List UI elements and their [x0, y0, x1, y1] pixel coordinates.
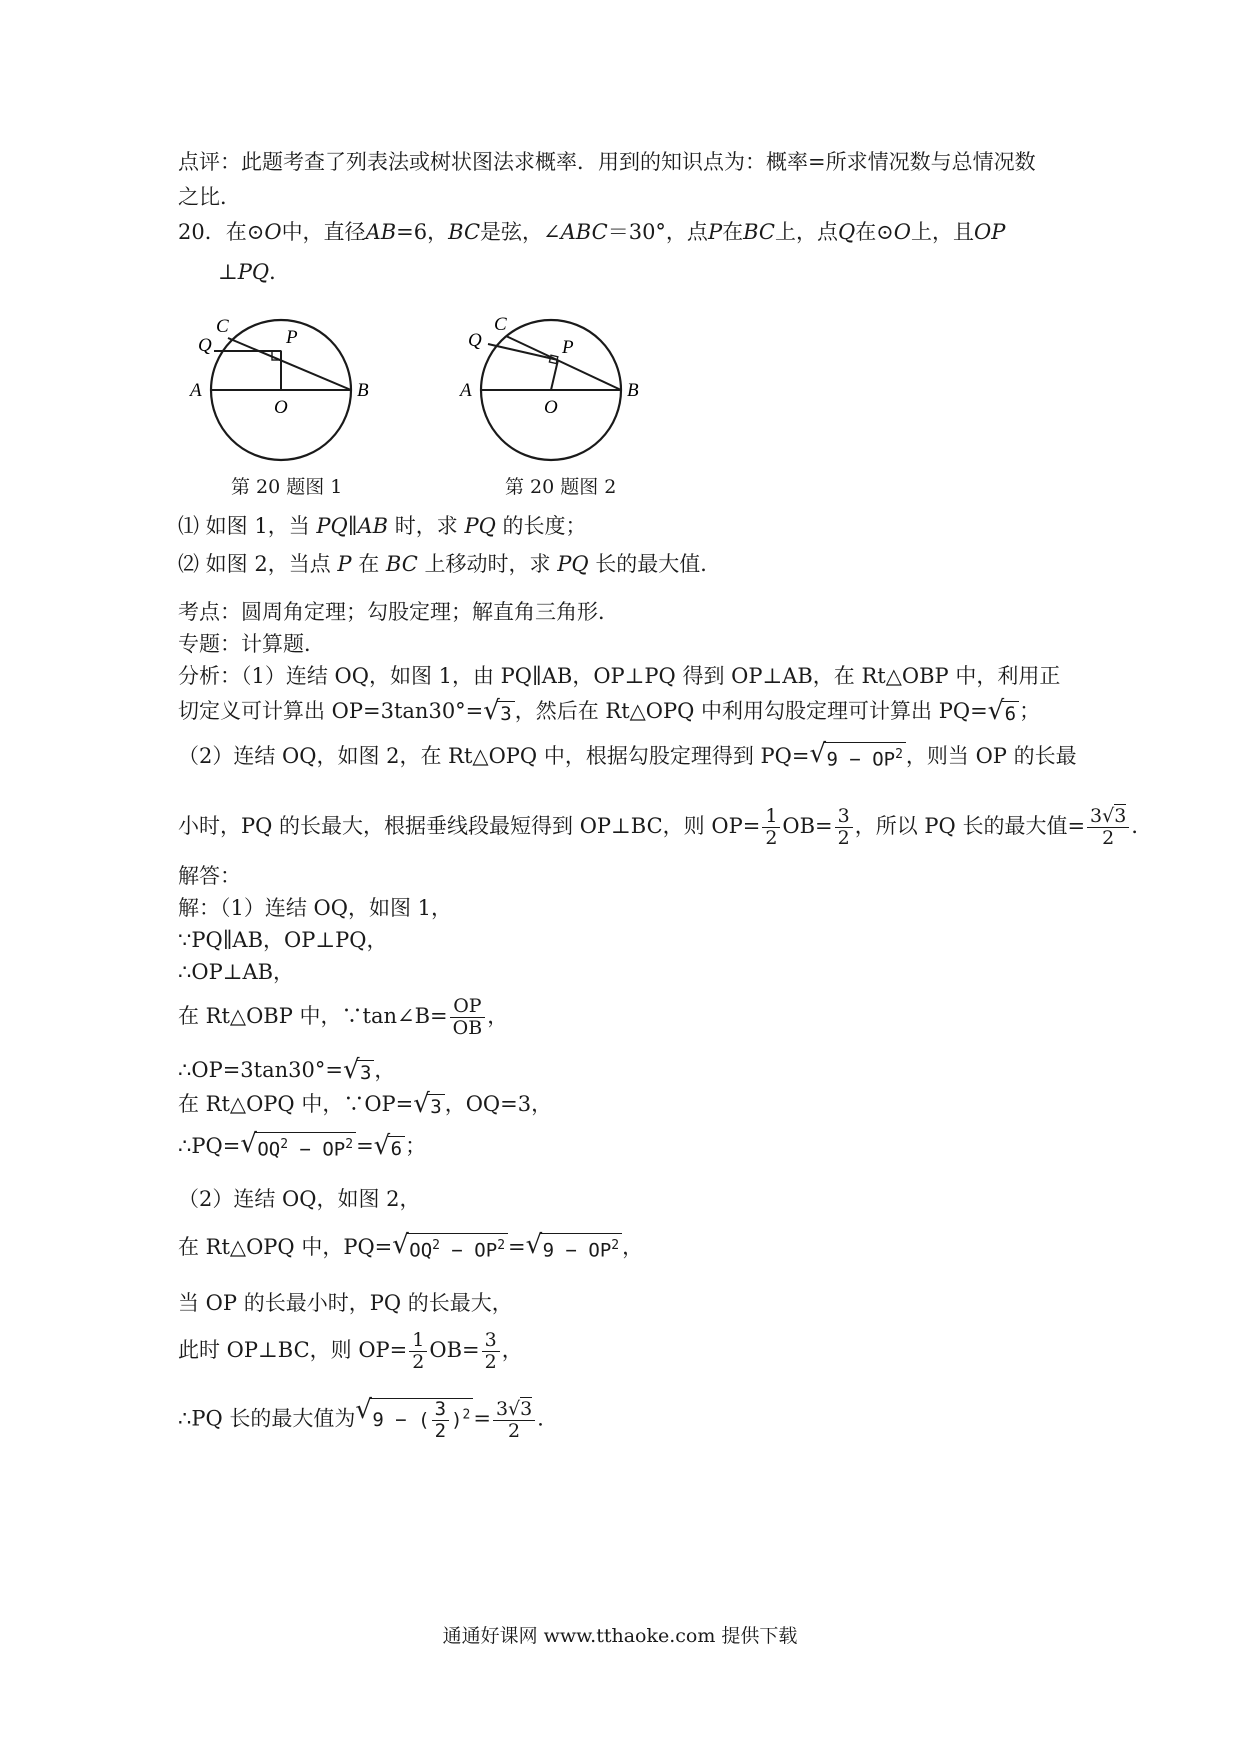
- sqrt-body: 9 − OP: [826, 748, 896, 771]
- segment-op: [551, 360, 558, 390]
- s-text: OB=: [429, 1338, 480, 1362]
- label-c: C: [494, 314, 507, 335]
- solution-line-5: [178, 1056, 395, 1086]
- sqrt-body: 3: [520, 1397, 533, 1420]
- stem-text: 是弦，∠: [480, 220, 561, 244]
- sqrt-body: 3: [497, 701, 514, 726]
- numerator: 1: [409, 1330, 427, 1352]
- analysis-line-4: [178, 806, 1152, 849]
- stem-text: ＝30°，点: [607, 220, 708, 244]
- q-var: P: [337, 552, 352, 576]
- numerator: OP: [450, 996, 486, 1018]
- s-text: =: [508, 1235, 526, 1259]
- figure-2: [458, 298, 658, 483]
- denominator: 2: [1102, 827, 1115, 849]
- stem-text: 上，且: [911, 220, 975, 244]
- s-text: ；: [405, 1134, 427, 1158]
- page-footer: 通通好课网 www.tthaoke.com 提供下载: [442, 1625, 798, 1647]
- a-text: 小时，PQ 的长最大，根据垂线段最短得到 OP⊥BC，则 OP=: [178, 814, 761, 838]
- q-text: 在: [358, 552, 380, 576]
- figure-1: [188, 298, 388, 483]
- fraction: [409, 1330, 427, 1373]
- s-text: ∴OP=3tan30°=: [178, 1058, 343, 1082]
- a-text: OB=: [782, 814, 833, 838]
- sqrt: √ 6: [988, 699, 1019, 727]
- q-var: PQ: [557, 552, 589, 576]
- segment-qp: [488, 344, 558, 360]
- denominator: 2: [484, 1351, 497, 1373]
- s-text: ，OQ=3，: [444, 1092, 553, 1116]
- question-1: [178, 512, 587, 540]
- sqrt-body: 9 − (: [372, 1409, 430, 1431]
- analysis-line-2: [178, 697, 1040, 727]
- stem-var: Q: [837, 220, 856, 244]
- sqrt-body: 6: [1002, 701, 1019, 726]
- label-a: A: [190, 380, 202, 401]
- sqrt: √ 9 − ( $\frac{3}{2}$ )$^2$: [355, 1398, 473, 1442]
- figure-1-caption: 第 20 题图 1: [231, 476, 343, 498]
- stem-text: 在⊙: [855, 220, 894, 244]
- denominator: 2: [412, 1351, 425, 1373]
- sqrt: √ $9 - OP^2$: [526, 1233, 622, 1263]
- a-text: ，则当 OP 的长最: [905, 744, 1077, 768]
- stem-var: AB: [365, 220, 397, 244]
- a-text: 切定义可计算出 OP=3tan30°=: [178, 699, 484, 723]
- exponent: 2: [432, 1238, 440, 1254]
- label-p: P: [562, 337, 574, 358]
- label-b: B: [357, 380, 369, 401]
- comment-line-2: 之比．: [178, 185, 241, 209]
- a-text: （2）连结 OQ，如图 2，在 Rt△OPQ 中，根据勾股定理得到 PQ=: [178, 744, 810, 768]
- stem-var: O: [893, 220, 912, 244]
- numerator: 3: [432, 1399, 449, 1421]
- solution-title: 解答：: [178, 864, 241, 888]
- exponent: 2: [462, 1407, 471, 1423]
- a-text: ．: [1131, 814, 1153, 838]
- fraction: [762, 806, 780, 849]
- sqrt-body: 3: [1114, 805, 1127, 827]
- solution-line-10: 当 OP 的长最小时，PQ 的长最大，: [178, 1291, 513, 1315]
- sqrt-body: − OP: [288, 1138, 346, 1161]
- sqrt-body: 6: [388, 1136, 405, 1161]
- q-text: 长的最大值．: [595, 552, 722, 576]
- exponent: 2: [345, 1137, 354, 1153]
- denominator: OB: [452, 1017, 483, 1039]
- s-text: ，: [374, 1058, 396, 1082]
- fraction: $\frac{3√3}{2}$: [493, 1399, 535, 1442]
- fraction: [450, 996, 486, 1039]
- solution-line-9: [178, 1230, 644, 1264]
- denominator: 2: [508, 1419, 521, 1442]
- s-text: =: [473, 1406, 491, 1431]
- sqrt: √ 3: [413, 1092, 444, 1120]
- numerator: 3: [482, 1330, 500, 1352]
- fraction: [482, 1330, 500, 1373]
- label-a: A: [460, 380, 472, 401]
- fraction: $\frac{3√3}{2}$: [1087, 806, 1129, 849]
- s-text: =: [356, 1134, 374, 1158]
- solution-line-3: ∴OP⊥AB，: [178, 960, 295, 984]
- stem-var: ABC: [560, 220, 608, 244]
- numerator: 1: [762, 806, 780, 828]
- stem-var: P: [707, 220, 723, 244]
- stem-var: BC: [448, 220, 481, 244]
- s-text: ，: [487, 1004, 509, 1028]
- stem-var: BC: [743, 220, 775, 244]
- sqrt-body: − OP: [439, 1239, 498, 1262]
- sqrt-body: 9 − OP: [542, 1239, 612, 1262]
- s-text: ∴PQ 长的最大值为: [178, 1406, 356, 1431]
- label-b: B: [627, 380, 639, 401]
- comment-line-1: 点评：此题考查了列表法或树状图法求概率．用到的知识点为：概率=所求情况数与总情况数: [178, 150, 1036, 174]
- solution-line-7: [178, 1129, 427, 1163]
- s-text: ．: [537, 1406, 559, 1431]
- q-var: AB: [357, 514, 389, 538]
- fraction: [432, 1399, 449, 1442]
- sqrt: √ $OQ^2 - OP^2$: [392, 1233, 508, 1263]
- q-text: ⑴ 如图 1，当: [178, 514, 310, 538]
- label-o: O: [544, 397, 558, 418]
- figure-2-caption: 第 20 题图 2: [505, 476, 617, 498]
- denominator: 2: [837, 827, 850, 849]
- analysis-line-3: [178, 739, 1077, 773]
- q-var: PQ: [464, 514, 496, 538]
- solution-line-6: [178, 1090, 552, 1120]
- sqrt: √ $9 - OP^2$: [809, 742, 905, 772]
- sqrt: √ 3: [343, 1058, 374, 1086]
- label-q: Q: [468, 330, 482, 351]
- numerator: 3: [835, 806, 853, 828]
- sqrt-body: OQ: [409, 1239, 433, 1262]
- exponent: 2: [611, 1238, 620, 1254]
- stem-text: 在⊙: [225, 220, 265, 244]
- label-c: C: [216, 316, 229, 337]
- s-text: ，: [501, 1338, 523, 1362]
- stem-text: ．: [269, 260, 291, 284]
- question-2: [178, 550, 721, 578]
- a-text: ，然后在 Rt△OPQ 中利用勾股定理可计算出 PQ=: [514, 699, 988, 723]
- stem-text: 上，点: [774, 220, 838, 244]
- sqrt: √ $OQ^2 - OP^2$: [240, 1132, 356, 1162]
- s-text: 在 Rt△OBP 中，∵tan∠B=: [178, 1004, 448, 1028]
- sqrt-body: 3: [427, 1094, 444, 1119]
- fraction: [835, 806, 853, 849]
- stem-var: PQ: [237, 260, 270, 284]
- s-text: 在 Rt△OPQ 中，PQ=: [178, 1235, 393, 1259]
- solution-line-2: ∵PQ∥AB，OP⊥PQ，: [178, 928, 388, 952]
- q-text: ∥: [347, 514, 358, 538]
- zhuanti: 专题：计算题．: [178, 632, 325, 656]
- sqrt: √ 3: [483, 699, 514, 727]
- denominator: 2: [765, 827, 778, 849]
- problem-number: 20．: [178, 220, 226, 244]
- numerator: 3: [495, 1397, 509, 1420]
- a-text: ；: [1019, 699, 1041, 723]
- solution-line-1: 解：（1）连结 OQ，如图 1，: [178, 896, 453, 920]
- q-text: 的长度；: [502, 514, 587, 538]
- label-o: O: [274, 397, 288, 418]
- stem-text: =6，: [396, 220, 449, 244]
- stem-text: 中，直径: [281, 220, 366, 244]
- exponent: 2: [895, 747, 903, 763]
- stem-var: OP: [974, 220, 1006, 244]
- sqrt: √ 6: [374, 1134, 405, 1162]
- numerator: 3: [1090, 805, 1103, 827]
- q-var: PQ: [316, 514, 348, 538]
- solution-line-4: [178, 996, 508, 1039]
- analysis-line-1: 分析：（1）连结 OQ，如图 1，由 PQ∥AB，OP⊥PQ 得到 OP⊥AB，在 Rt△OBP 中，利用正: [178, 664, 1061, 688]
- label-q: Q: [198, 335, 212, 356]
- q-text: ⑵ 如图 2，当点: [178, 552, 331, 576]
- q-text: 上移动时，求: [424, 552, 551, 576]
- solution-line-12: [178, 1395, 559, 1442]
- stem-text: 在: [722, 220, 744, 244]
- solution-line-8: （2）连结 OQ，如图 2，: [178, 1187, 421, 1211]
- sqrt-body: OQ: [257, 1138, 281, 1161]
- s-text: 此时 OP⊥BC，则 OP=: [178, 1338, 408, 1362]
- denominator: 2: [434, 1420, 447, 1442]
- sqrt-body: 3: [357, 1060, 374, 1085]
- kaodian: 考点：圆周角定理；勾股定理；解直角三角形．: [178, 600, 619, 624]
- stem-var: O: [264, 220, 282, 244]
- label-p: P: [286, 327, 298, 348]
- stem-text: ⊥: [218, 260, 238, 284]
- q-var: BC: [385, 552, 418, 576]
- solution-line-11: [178, 1330, 523, 1373]
- exponent: 2: [280, 1137, 289, 1153]
- q-text: 时，求: [394, 514, 458, 538]
- exponent: 2: [497, 1238, 506, 1254]
- problem-stem-line-2: [218, 258, 290, 286]
- sqrt-body: ): [451, 1409, 463, 1431]
- a-text: ，所以 PQ 长的最大值=: [854, 814, 1086, 838]
- s-text: ，: [622, 1235, 644, 1259]
- s-text: ∴PQ=: [178, 1134, 241, 1158]
- problem-stem-line-1: [178, 218, 1005, 246]
- s-text: 在 Rt△OPQ 中，∵OP=: [178, 1092, 414, 1116]
